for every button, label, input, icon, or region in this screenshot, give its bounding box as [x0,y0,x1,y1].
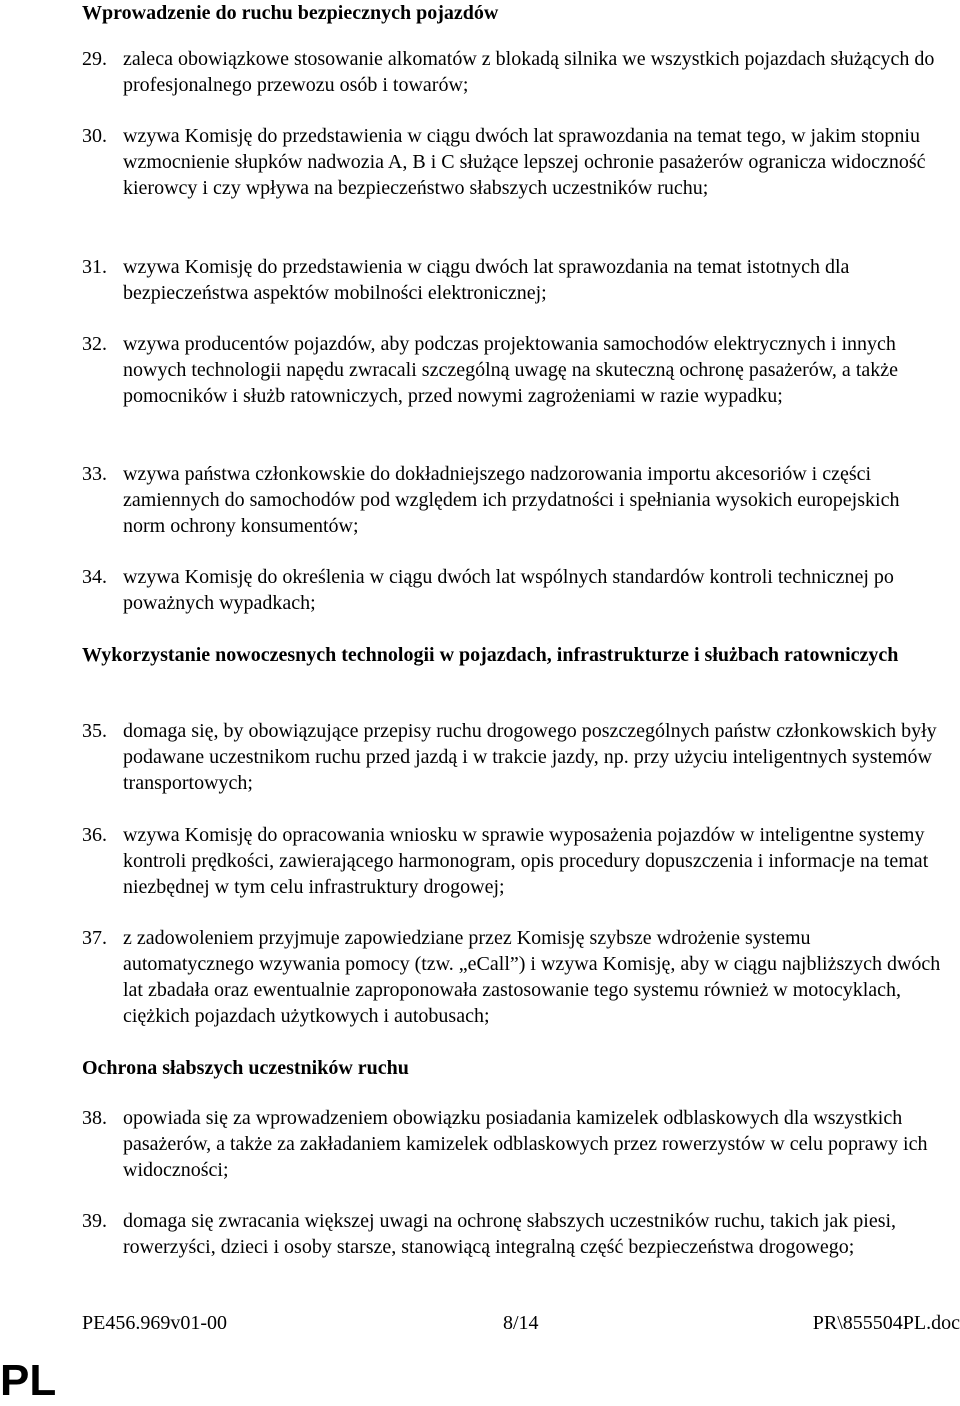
paragraph-text: opowiada się za wprowadzeniem obowiązku posiadania kamizelek odblaskowych dla wszystkich pasażerów, a także za zakładaniem kamizelek odblaskowych przez rowerzystów w celu poprawy ich widoczności; [123,1107,928,1181]
paragraph-item [82,925,942,1029]
page-footer [82,1310,960,1336]
paragraph-text: zaleca obowiązkowe stosowanie alkomatów z blokadą silnika we wszystkich pojazdach służących do profesjonalnego przewozu osób i towarów; [123,48,935,96]
paragraph-number: 39. [82,1210,107,1232]
paragraph-text: domaga się zwracania większej uwagi na ochronę słabszych uczestników ruchu, takich jak piesi, rowerzyści, dzieci i osoby starsze, stanowiącą integralną część bezpieczeństwa drogowego; [123,1210,897,1258]
language-code: PL [0,1356,57,1405]
page-number: 8/14 [503,1312,539,1334]
paragraph-item [82,718,942,796]
paragraph-number: 38. [82,1107,107,1129]
paragraph-text: z zadowoleniem przyjmuje zapowiedziane przez Komisję szybsze wdrożenie systemu automatycznego wzywania pomocy (tzw. „eCall”) i wzywa Komisję, aby w ciągu najbliższych dwóch lat zbadała oraz ewentualnie zaproponowała zastosowanie tego systemu również w motocyklach, ciężkich pojazdach użytkowych i autobusach; [123,927,941,1027]
paragraph-number: 32. [82,333,107,355]
section-heading: Ochrona słabszych uczestników ruchu [82,1057,409,1079]
paragraph-item [82,461,942,539]
paragraph-item [82,564,942,616]
paragraph-number: 34. [82,566,107,588]
file-name: PR\855504PL.doc [812,1312,960,1334]
paragraph-text: wzywa Komisję do określenia w ciągu dwóch lat wspólnych standardów kontroli technicznej po poważnych wypadkach; [123,566,894,614]
section-heading: Wprowadzenie do ruchu bezpiecznych pojazdów [82,2,499,24]
paragraph-number: 29. [82,48,107,70]
paragraph-item [82,331,942,409]
paragraph-item [82,1105,942,1183]
paragraph-text: wzywa Komisję do opracowania wniosku w sprawie wyposażenia pojazdów w inteligentne systemy kontroli prędkości, zawierającego harmonogram, opis procedury dopuszczenia i informacje na temat niezbędnej w tym celu infrastruktury drogowej; [123,824,929,898]
paragraph-item [82,254,942,306]
paragraph-item [82,1208,942,1260]
paragraph-text: domaga się, by obowiązujące przepisy ruchu drogowego poszczególnych państw członkowskich były podawane uczestnikom ruchu przed jazdą i w trakcie jazdy, np. przy użyciu inteligentnych systemów transportowych; [123,720,937,794]
paragraph-text: wzywa państwa członkowskie do dokładniejszego nadzorowania importu akcesoriów i części zamiennych do samochodów pod względem ich przydatności i spełniania wysokich europejskich norm ochrony konsumentów; [123,463,900,537]
document-reference: PE456.969v01-00 [82,1312,227,1334]
paragraph-number: 31. [82,256,107,278]
paragraph-item [82,822,942,900]
paragraph-text: wzywa producentów pojazdów, aby podczas projektowania samochodów elektrycznych i innych nowych technologii napędu zwracali szczególną uwagę na skuteczną ochronę pasażerów, a także pomocników i służb ratowniczych, przed nowymi zagrożeniami w razie wypadku; [123,333,898,407]
paragraph-item [82,46,942,98]
paragraph-number: 37. [82,927,107,949]
paragraph-number: 35. [82,720,107,742]
paragraph-number: 36. [82,824,107,846]
paragraph-text: wzywa Komisję do przedstawienia w ciągu dwóch lat sprawozdania na temat istotnych dla bezpieczeństwa aspektów mobilności elektronicznej; [123,256,850,304]
paragraph-number: 33. [82,463,107,485]
paragraph-number: 30. [82,125,107,147]
section-heading: Wykorzystanie nowoczesnych technologii w pojazdach, infrastrukturze i służbach ratowniczych [82,644,899,666]
paragraph-item [82,123,942,201]
paragraph-text: wzywa Komisję do przedstawienia w ciągu dwóch lat sprawozdania na temat tego, w jakim stopniu wzmocnienie słupków nadwozia A, B i C służące lepszej ochronie pasażerów ogranicza widoczność kierowcy i czy wpływa na bezpieczeństwo słabszych uczestników ruchu; [123,125,926,199]
